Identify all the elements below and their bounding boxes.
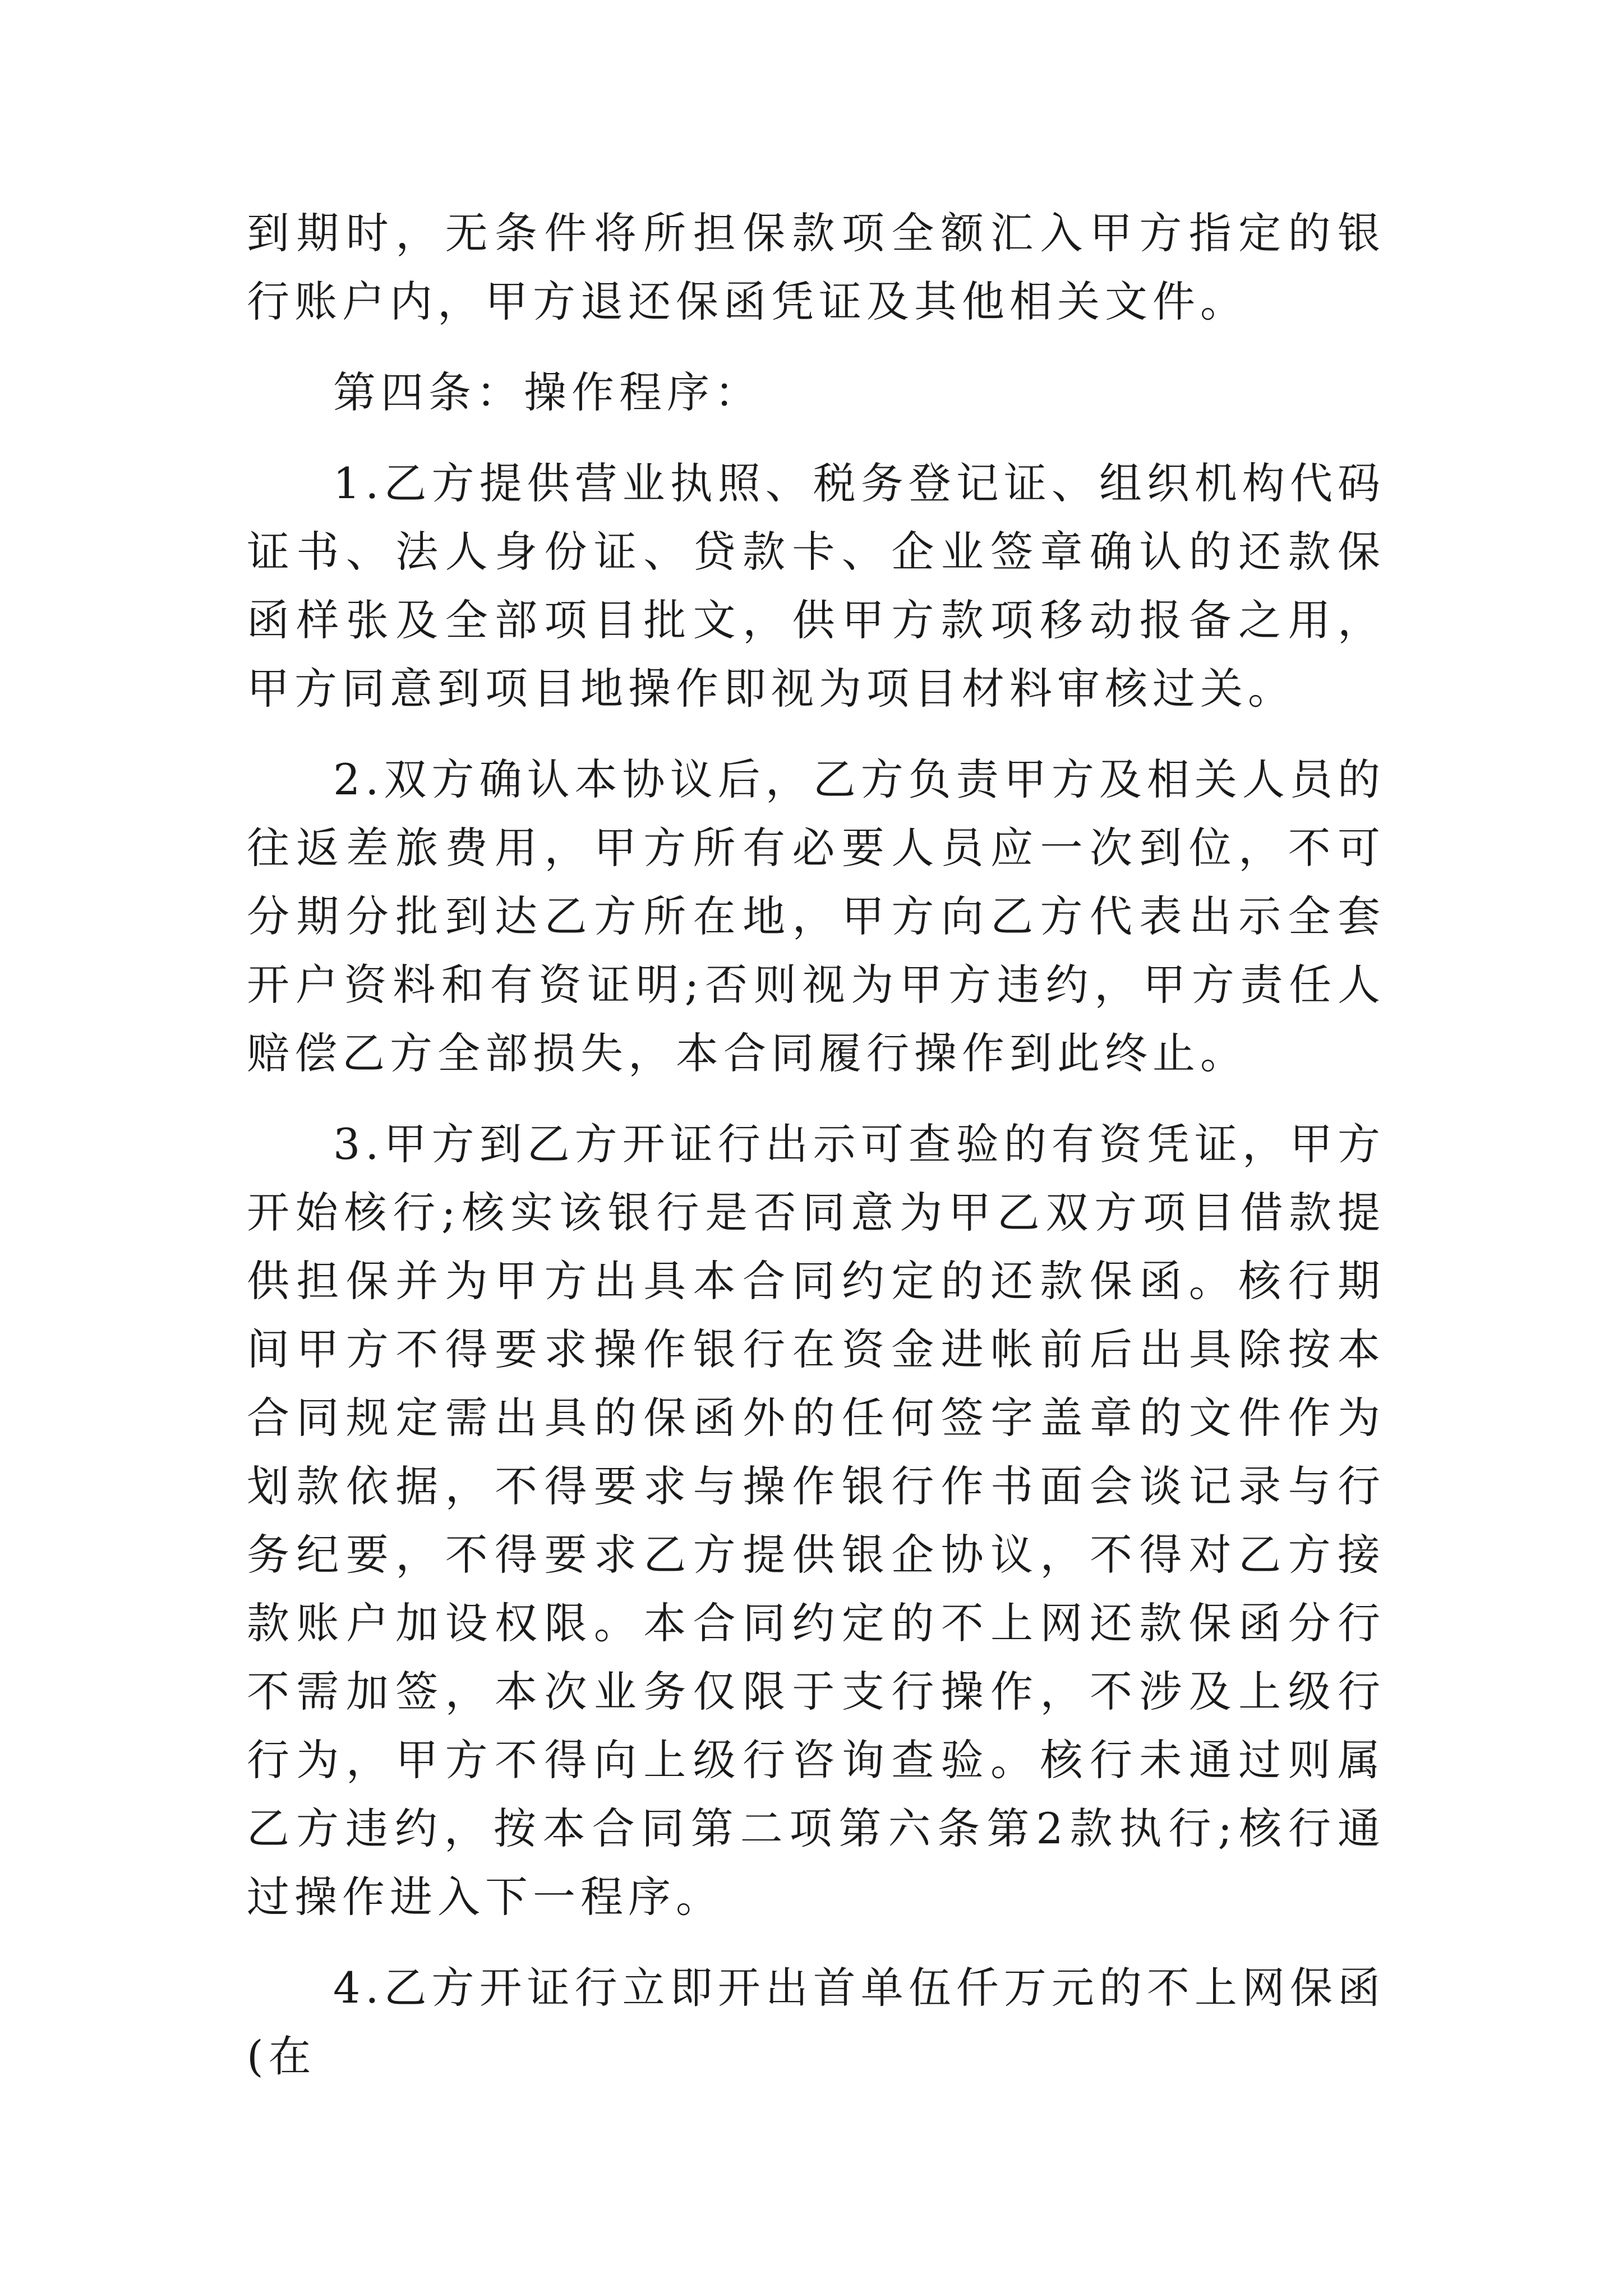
paragraph-item-3: 3.甲方到乙方开证行出示可查验的有资凭证，甲方开始核行;核实该银行是否同意为甲乙双方项目借款提供担保并为甲方出具本合同约定的还款保函。核行期间甲方不得要求操作银行在资金进帐前后出具除按本合同规定需出具的保函外的任何签字盖章的文件作为划款依据，不得要求与操作银行作书面会谈记录与行务纪要，不得要求乙方提供银企协议，不得对乙方接款账户加设权限。本合同约定的不上网还款保函分行不需加签，本次业务仅限于支行操作，不涉及上级行行为，甲方不得向上级行咨询查验。核行未通过则属乙方违约，按本合同第二项第六条第2款执行;核行通过操作进入下一程序。 (247, 1119, 1385, 1922)
paragraph-item-1: 1.乙方提供营业执照、税务登记证、组织机构代码证书、法人身份证、贷款卡、企业签章确认的还款保函样张及全部项目批文，供甲方款项移动报备之用，甲方同意到项目地操作即视为项目材料审核过关。 (247, 458, 1385, 714)
document-body (247, 199, 1385, 2113)
article-heading: 第四条：操作程序： (333, 367, 762, 417)
paragraph-item-2: 2.双方确认本协议后，乙方负责甲方及相关人员的往返差旅费用，甲方所有必要人员应一次到位，不可分期分批到达乙方所在地，甲方向乙方代表出示全套开户资料和有资证明;否则视为甲方违约，甲方责任人赔偿乙方全部损失，本合同履行操作到此终止。 (247, 754, 1385, 1078)
paragraph-continuation: 到期时，无条件将所担保款项全额汇入甲方指定的银行账户内，甲方退还保函凭证及其他相关文件。 (247, 208, 1385, 326)
paragraph-item-4: 4.乙方开证行立即开出首单伍仟万元的不上网保函(在 (247, 1963, 1385, 2081)
